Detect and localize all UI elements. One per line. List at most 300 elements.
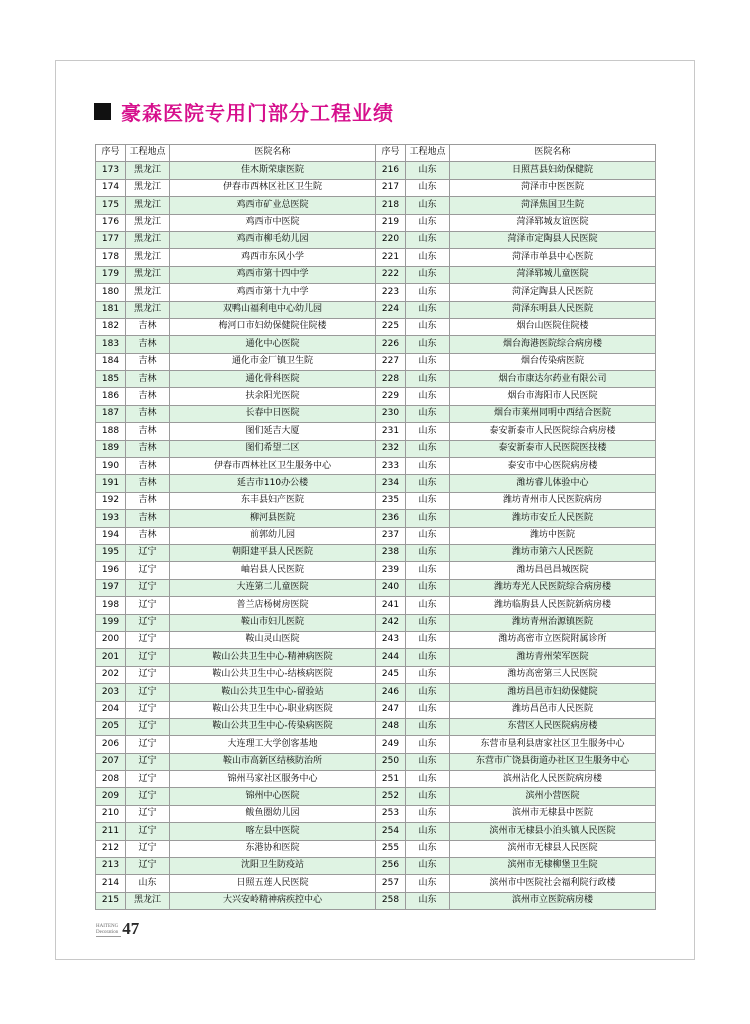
table-body [96,162,656,910]
cell-location-right: 山东 [406,249,450,266]
cell-location-left: 辽宁 [126,562,170,579]
cell-hospital-left: 沈阳卫生防疫站 [170,858,376,875]
cell-no-right: 225 [376,318,406,335]
cell-no-left: 192 [96,492,126,509]
table-row [96,475,656,492]
cell-no-right: 243 [376,631,406,648]
cell-location-right: 山东 [406,284,450,301]
cell-hospital-left: 鸡西市第十九中学 [170,284,376,301]
cell-hospital-left: 鞍山公共卫生中心-留验站 [170,684,376,701]
cell-location-right: 山东 [406,666,450,683]
cell-hospital-right: 潍坊高密市立医院附属诊所 [450,631,656,648]
cell-hospital-right: 潍坊高密第三人民医院 [450,666,656,683]
table-row [96,162,656,179]
cell-hospital-right: 日照莒县妇幼保健院 [450,162,656,179]
cell-no-right: 247 [376,701,406,718]
table-row [96,197,656,214]
cell-no-right: 229 [376,388,406,405]
cell-no-right: 226 [376,336,406,353]
cell-location-right: 山东 [406,788,450,805]
cell-hospital-right: 东营市广饶县街道办社区卫生服务中心 [450,753,656,770]
cell-location-right: 山东 [406,214,450,231]
cell-hospital-left: 伊春市西林区社区卫生院 [170,179,376,196]
cell-location-right: 山东 [406,771,450,788]
cell-no-right: 257 [376,875,406,892]
cell-no-left: 215 [96,892,126,909]
cell-location-left: 黑龙江 [126,197,170,214]
cell-location-left: 黑龙江 [126,249,170,266]
table-row [96,892,656,909]
cell-location-left: 吉林 [126,527,170,544]
cell-hospital-right: 烟台市康达尔药业有限公司 [450,371,656,388]
table-row [96,353,656,370]
cell-location-left: 吉林 [126,353,170,370]
cell-hospital-left: 图们延吉大厦 [170,423,376,440]
cell-no-right: 232 [376,440,406,457]
cell-hospital-left: 鞍山公共卫生中心-结核病医院 [170,666,376,683]
table-row [96,371,656,388]
header-cell-no-right: 序号 [376,145,406,162]
table-row [96,701,656,718]
cell-hospital-left: 前郭幼儿园 [170,527,376,544]
cell-hospital-right: 滨州市立医院病房楼 [450,892,656,909]
cell-no-left: 200 [96,631,126,648]
cell-hospital-left: 喀左县中医院 [170,823,376,840]
cell-location-left: 吉林 [126,318,170,335]
cell-no-right: 222 [376,266,406,283]
cell-location-left: 辽宁 [126,858,170,875]
cell-location-left: 吉林 [126,475,170,492]
cell-no-left: 175 [96,197,126,214]
cell-no-right: 254 [376,823,406,840]
cell-location-right: 山东 [406,423,450,440]
cell-location-right: 山东 [406,649,450,666]
cell-hospital-right: 泰安新泰市人民医院综合病房楼 [450,423,656,440]
cell-no-right: 246 [376,684,406,701]
cell-location-left: 辽宁 [126,614,170,631]
cell-no-left: 174 [96,179,126,196]
table-header-row [96,145,656,162]
cell-no-left: 178 [96,249,126,266]
cell-location-left: 吉林 [126,492,170,509]
cell-hospital-right: 潍坊市安丘人民医院 [450,510,656,527]
cell-hospital-left: 鞍山公共卫生中心-职业病医院 [170,701,376,718]
cell-hospital-right: 泰安新泰市人民医院医技楼 [450,440,656,457]
cell-location-left: 辽宁 [126,649,170,666]
cell-location-right: 山东 [406,562,450,579]
table-row [96,284,656,301]
cell-hospital-right: 菏泽郓城友谊医院 [450,214,656,231]
cell-location-left: 辽宁 [126,823,170,840]
cell-hospital-right: 潍坊青州市人民医院病房 [450,492,656,509]
logo-line-2: Decoration [96,929,119,935]
cell-location-right: 山东 [406,371,450,388]
cell-location-right: 山东 [406,492,450,509]
table-row [96,666,656,683]
table-row [96,510,656,527]
cell-no-left: 187 [96,405,126,422]
cell-hospital-right: 滨州市无棣县人民医院 [450,840,656,857]
table-row [96,301,656,318]
cell-hospital-left: 鸡西市矿业总医院 [170,197,376,214]
cell-no-right: 239 [376,562,406,579]
cell-no-right: 216 [376,162,406,179]
cell-location-left: 辽宁 [126,736,170,753]
cell-location-left: 黑龙江 [126,214,170,231]
cell-location-right: 山东 [406,301,450,318]
cell-hospital-left: 朝阳建平县人民医院 [170,544,376,561]
cell-no-left: 207 [96,753,126,770]
cell-location-right: 山东 [406,718,450,735]
cell-hospital-left: 鞍山市妇儿医院 [170,614,376,631]
header-cell-hospital-right: 医院名称 [450,145,656,162]
cell-location-right: 山东 [406,736,450,753]
cell-no-left: 173 [96,162,126,179]
cell-hospital-right: 潍坊中医院 [450,527,656,544]
cell-hospital-right: 潍坊昌邑昌城医院 [450,562,656,579]
table-row [96,492,656,509]
cell-no-left: 176 [96,214,126,231]
cell-location-right: 山东 [406,631,450,648]
cell-no-right: 235 [376,492,406,509]
cell-location-left: 黑龙江 [126,284,170,301]
cell-no-left: 197 [96,579,126,596]
table-row [96,736,656,753]
table-row [96,753,656,770]
cell-no-right: 255 [376,840,406,857]
cell-hospital-left: 鞍山公共卫生中心-精神病医院 [170,649,376,666]
cell-no-left: 195 [96,544,126,561]
cell-no-left: 205 [96,718,126,735]
cell-no-left: 209 [96,788,126,805]
cell-hospital-left: 长春中日医院 [170,405,376,422]
cell-location-left: 黑龙江 [126,179,170,196]
cell-location-left: 辽宁 [126,631,170,648]
cell-hospital-left: 东港协和医院 [170,840,376,857]
cell-no-right: 258 [376,892,406,909]
table-row [96,249,656,266]
cell-hospital-left: 锦州中心医院 [170,788,376,805]
cell-hospital-left: 鸡西市柳毛幼儿园 [170,231,376,248]
cell-location-left: 黑龙江 [126,892,170,909]
cell-hospital-left: 鸡西市中医院 [170,214,376,231]
cell-no-left: 191 [96,475,126,492]
cell-location-left: 辽宁 [126,840,170,857]
cell-location-left: 辽宁 [126,666,170,683]
cell-no-left: 183 [96,336,126,353]
cell-location-left: 吉林 [126,336,170,353]
cell-location-left: 黑龙江 [126,266,170,283]
cell-hospital-left: 鸡西市第十四中学 [170,266,376,283]
cell-location-right: 山东 [406,579,450,596]
cell-no-left: 202 [96,666,126,683]
cell-no-right: 253 [376,805,406,822]
cell-location-right: 山东 [406,440,450,457]
cell-location-left: 辽宁 [126,771,170,788]
cell-no-left: 212 [96,840,126,857]
cell-no-right: 218 [376,197,406,214]
cell-no-right: 220 [376,231,406,248]
cell-no-right: 242 [376,614,406,631]
table-row [96,788,656,805]
cell-no-right: 244 [376,649,406,666]
cell-no-right: 245 [376,666,406,683]
cell-location-left: 辽宁 [126,579,170,596]
cell-location-right: 山东 [406,353,450,370]
table-row [96,805,656,822]
cell-location-right: 山东 [406,162,450,179]
cell-location-right: 山东 [406,875,450,892]
cell-no-right: 223 [376,284,406,301]
cell-hospital-left: 普兰店杨树房医院 [170,597,376,614]
cell-hospital-left: 梅河口市妇幼保健院住院楼 [170,318,376,335]
cell-no-left: 204 [96,701,126,718]
cell-location-right: 山东 [406,231,450,248]
cell-location-left: 吉林 [126,440,170,457]
performance-table-wrapper [95,144,655,910]
table-row [96,336,656,353]
cell-location-left: 吉林 [126,371,170,388]
cell-location-right: 山东 [406,840,450,857]
cell-location-right: 山东 [406,753,450,770]
table-row [96,823,656,840]
cell-no-right: 230 [376,405,406,422]
cell-location-right: 山东 [406,179,450,196]
cell-no-right: 228 [376,371,406,388]
cell-hospital-left: 鞍山公共卫生中心-传染病医院 [170,718,376,735]
cell-location-right: 山东 [406,458,450,475]
cell-hospital-left: 东丰县妇产医院 [170,492,376,509]
cell-no-right: 238 [376,544,406,561]
cell-location-left: 吉林 [126,458,170,475]
cell-hospital-right: 潍坊市第六人民医院 [450,544,656,561]
cell-hospital-left: 鞍山灵山医院 [170,631,376,648]
cell-no-right: 224 [376,301,406,318]
title-bullet-square [94,103,111,120]
header-cell-hospital-left: 医院名称 [170,145,376,162]
cell-location-right: 山东 [406,544,450,561]
cell-location-right: 山东 [406,318,450,335]
cell-location-right: 山东 [406,684,450,701]
cell-location-left: 辽宁 [126,597,170,614]
page-footer [96,920,139,937]
table-row [96,649,656,666]
cell-hospital-right: 菏泽定陶县人民医院 [450,284,656,301]
cell-hospital-left: 鸡西市东风小学 [170,249,376,266]
cell-hospital-right: 菏泽郓城儿童医院 [450,266,656,283]
cell-hospital-right: 滨州市中医院社会福利院行政楼 [450,875,656,892]
table-row [96,597,656,614]
cell-location-right: 山东 [406,197,450,214]
cell-no-right: 250 [376,753,406,770]
cell-hospital-right: 潍坊睿儿体验中心 [450,475,656,492]
table-row [96,458,656,475]
cell-no-right: 240 [376,579,406,596]
cell-no-left: 189 [96,440,126,457]
cell-location-right: 山东 [406,266,450,283]
header-cell-no-left: 序号 [96,145,126,162]
cell-no-left: 214 [96,875,126,892]
cell-no-left: 186 [96,388,126,405]
cell-hospital-left: 鲅鱼圈幼儿园 [170,805,376,822]
cell-hospital-right: 烟台传染病医院 [450,353,656,370]
cell-hospital-left: 伊春市西林社区卫生服务中心 [170,458,376,475]
cell-location-right: 山东 [406,597,450,614]
cell-location-left: 山东 [126,875,170,892]
cell-no-right: 241 [376,597,406,614]
cell-no-left: 193 [96,510,126,527]
cell-hospital-right: 潍坊青州治源镇医院 [450,614,656,631]
table-row [96,527,656,544]
cell-no-right: 248 [376,718,406,735]
cell-hospital-left: 柳河县医院 [170,510,376,527]
table-row [96,718,656,735]
cell-hospital-right: 烟台市海阳市人民医院 [450,388,656,405]
cell-no-left: 188 [96,423,126,440]
cell-hospital-right: 滨州市无棣县小泊头镇人民医院 [450,823,656,840]
cell-location-left: 辽宁 [126,718,170,735]
performance-table [95,144,656,910]
cell-hospital-right: 菏泽市单县中心医院 [450,249,656,266]
cell-no-right: 219 [376,214,406,231]
cell-no-right: 252 [376,788,406,805]
cell-no-left: 206 [96,736,126,753]
table-row [96,579,656,596]
company-logo [96,924,121,938]
table-row [96,266,656,283]
cell-location-right: 山东 [406,510,450,527]
cell-hospital-right: 潍坊昌邑市人民医院 [450,701,656,718]
table-row [96,631,656,648]
cell-hospital-left: 延吉市110办公楼 [170,475,376,492]
table-row [96,179,656,196]
cell-hospital-right: 潍坊昌邑市妇幼保健院 [450,684,656,701]
cell-no-right: 249 [376,736,406,753]
cell-no-right: 256 [376,858,406,875]
cell-no-right: 251 [376,771,406,788]
cell-location-left: 吉林 [126,388,170,405]
cell-hospital-left: 图们希望二区 [170,440,376,457]
logo-line-1: HAITENG [96,923,119,929]
cell-location-left: 黑龙江 [126,231,170,248]
cell-hospital-right: 烟台市莱州同明中西结合医院 [450,405,656,422]
cell-hospital-left: 扶余阳光医院 [170,388,376,405]
cell-location-left: 黑龙江 [126,162,170,179]
cell-no-left: 179 [96,266,126,283]
cell-location-left: 辽宁 [126,684,170,701]
cell-no-right: 221 [376,249,406,266]
cell-no-left: 198 [96,597,126,614]
cell-location-right: 山东 [406,336,450,353]
cell-no-left: 203 [96,684,126,701]
cell-hospital-right: 烟台山医院住院楼 [450,318,656,335]
cell-no-left: 180 [96,284,126,301]
cell-no-left: 181 [96,301,126,318]
table-row [96,544,656,561]
cell-hospital-left: 大兴安岭精神病疾控中心 [170,892,376,909]
cell-no-left: 201 [96,649,126,666]
cell-location-left: 黑龙江 [126,301,170,318]
cell-hospital-left: 佳木斯荣康医院 [170,162,376,179]
cell-no-right: 227 [376,353,406,370]
cell-hospital-left: 双鸭山福利电中心幼儿园 [170,301,376,318]
cell-hospital-right: 潍坊寿光人民医院综合病房楼 [450,579,656,596]
cell-location-right: 山东 [406,614,450,631]
cell-hospital-right: 滨州市无棣县中医院 [450,805,656,822]
table-row [96,440,656,457]
table-row [96,840,656,857]
cell-location-left: 辽宁 [126,701,170,718]
cell-hospital-left: 岫岩县人民医院 [170,562,376,579]
table-row [96,423,656,440]
cell-no-left: 190 [96,458,126,475]
table-header [96,145,656,162]
cell-location-left: 吉林 [126,405,170,422]
table-row [96,684,656,701]
cell-hospital-left: 鞍山市高新区结核防治所 [170,753,376,770]
header-cell-location-right: 工程地点 [406,145,450,162]
cell-hospital-right: 潍坊临朐县人民医院新病房楼 [450,597,656,614]
cell-hospital-right: 菏泽东明县人民医院 [450,301,656,318]
document-page [55,60,695,960]
cell-no-left: 208 [96,771,126,788]
cell-location-right: 山东 [406,701,450,718]
cell-hospital-left: 大连第二儿童医院 [170,579,376,596]
cell-location-left: 吉林 [126,510,170,527]
cell-hospital-left: 通化市金厂镇卫生院 [170,353,376,370]
table-row [96,214,656,231]
cell-no-right: 231 [376,423,406,440]
cell-location-left: 辽宁 [126,753,170,770]
cell-no-left: 194 [96,527,126,544]
cell-hospital-left: 日照五莲人民医院 [170,875,376,892]
cell-no-left: 185 [96,371,126,388]
cell-no-right: 236 [376,510,406,527]
cell-location-right: 山东 [406,388,450,405]
table-row [96,318,656,335]
cell-no-left: 213 [96,858,126,875]
table-row [96,858,656,875]
cell-location-right: 山东 [406,527,450,544]
cell-location-right: 山东 [406,858,450,875]
cell-hospital-right: 泰安市中心医院病房楼 [450,458,656,475]
header-cell-location-left: 工程地点 [126,145,170,162]
cell-location-left: 辽宁 [126,788,170,805]
cell-no-left: 196 [96,562,126,579]
cell-location-right: 山东 [406,892,450,909]
cell-hospital-right: 菏泽焦国卫生院 [450,197,656,214]
cell-location-left: 辽宁 [126,544,170,561]
cell-no-left: 184 [96,353,126,370]
page-number: 47 [122,919,140,938]
cell-hospital-right: 滨州沾化人民医院病房楼 [450,771,656,788]
cell-no-left: 177 [96,231,126,248]
cell-no-right: 233 [376,458,406,475]
cell-no-left: 199 [96,614,126,631]
cell-hospital-left: 大连理工大学创客基地 [170,736,376,753]
cell-no-right: 217 [376,179,406,196]
cell-hospital-right: 菏泽市中医医院 [450,179,656,196]
cell-no-left: 210 [96,805,126,822]
cell-hospital-right: 东营区人民医院病房楼 [450,718,656,735]
table-row [96,771,656,788]
cell-hospital-right: 菏泽市定陶县人民医院 [450,231,656,248]
table-row [96,388,656,405]
table-row [96,562,656,579]
cell-hospital-left: 通化中心医院 [170,336,376,353]
cell-hospital-right: 东营市垦利县唐家社区卫生服务中心 [450,736,656,753]
table-row [96,231,656,248]
